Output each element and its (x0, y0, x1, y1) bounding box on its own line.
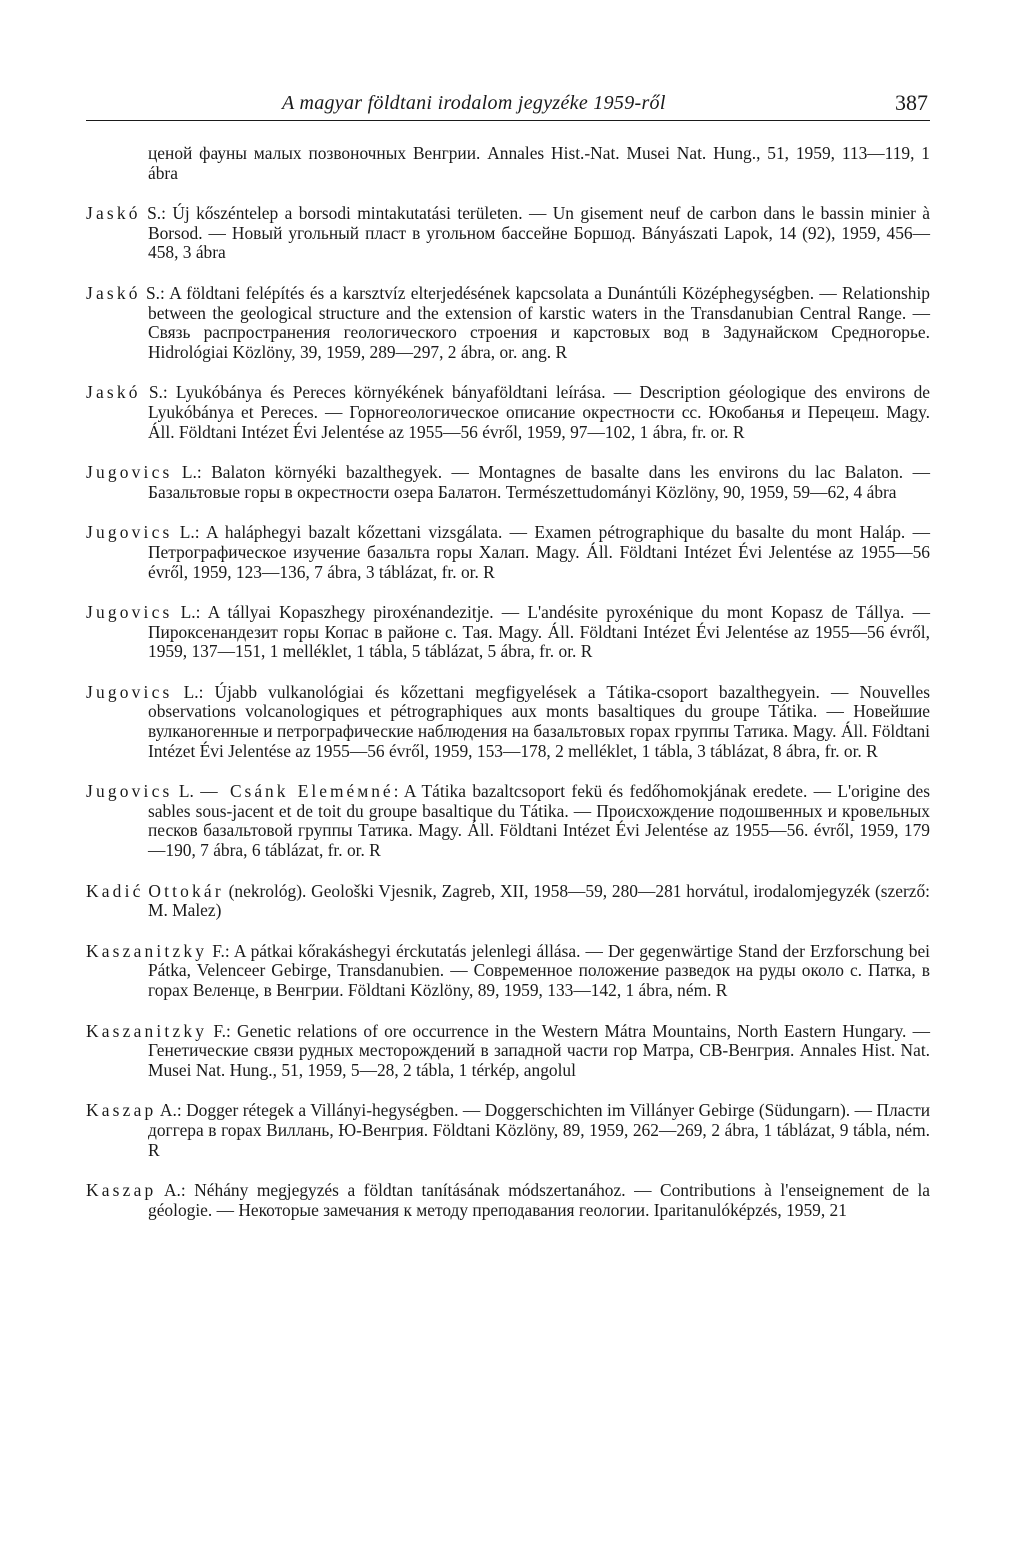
entry-text: : A pátkai kőrakáshegyi érckutatás jelenlegi állása. — Der gegenwärtige Stand der Erzforschung bei Pátka, Velenceer Gebirge, Transdanubien. — Современное положение разведок на руды около с. Патка, в горах Веленце, в Венгрии. Földtani Közlöny, 89, 1959, 133—142, 1 ábra, ném. R (148, 940, 930, 1000)
entry-author: Jaskó (86, 203, 141, 224)
bibliography-entry (86, 1101, 930, 1160)
entry-initial: A. (159, 1100, 177, 1121)
bibliography-entry (86, 683, 930, 761)
entry-initial: L. (181, 462, 197, 483)
bibliography-list (86, 144, 930, 1241)
bibliography-entry (86, 603, 930, 662)
running-header (86, 86, 930, 121)
entry-text: : Genetic relations of ore occurrence in the Western Mátra Mountains, North Eastern Hungary. — Генетические связи рудных месторождений в западной части гор Матра, СВ-Венгрия. Annales Hist. Nat. Musei Nat. Hung., 51, 1959, 5—28, 2 tábla, 1 térkép, angolul (148, 1020, 930, 1080)
entry-initial: Ottokár (148, 880, 224, 901)
bibliography-entry (86, 882, 930, 921)
entry-author: Kaszanitzky (86, 940, 208, 961)
entry-author: Jaskó (86, 282, 141, 303)
bibliography-entry (86, 782, 930, 860)
bibliography-entry (86, 1022, 930, 1081)
running-title: A magyar földtani irodalom jegyzéke 1959-ről (282, 92, 666, 114)
entry-text: : A tállyai Kopaszhegy piroxénandezitje. — L'andésite pyroxénique du mont Kopasz de Tállya. — Пироксенандезит горы Копас в районе с. Тая. Magy. Áll. Földtani Intézet Évi Jelentése az 1955—56 évről, 1959, 137—151, 1 melléklet, 1 tábla, 5 táblázat, 5 ábra, fr. or. R (148, 602, 930, 662)
entry-text: : Néhány megjegyzés a földtan tanításának módszertanához. — Contributions à l'enseignement de la géologie. — Некоторые замечания к методу преподавания геологии. Iparitanulóképzés, 1959, 21 (148, 1180, 930, 1220)
entry-initial: S. (148, 382, 163, 403)
entry-initial: F. (212, 940, 225, 961)
bibliography-entry (86, 284, 930, 362)
entry-text: : Balaton környéki bazalthegyek. — Montagnes de basalte dans les environs du lac Balaton. — Базальтовые горы в окрестности озера Балатон. Természettudományi Közlöny, 90, 1959, 59—62, 4 ábra (148, 462, 930, 502)
entry-author: Kaszanitzky (86, 1020, 208, 1041)
entry-text: : Újabb vulkanológiai és kőzettani megfigyelések a Tátika-csoport bazalthegyein. — Nouvelles observations volcanologiques et pétrographiques aux monts basaltiques du groupe Tátika. — Новейшие вулканогенные и петрографические наблюдения на базальтовых горах группы Татика. Magy. Áll. Földtani Intézet Évi Jelentése az 1955—56 évről, 1959, 153—178, 2 melléklet, 1 tábla, 3 táblázat, 8 ábra, fr. or. R (148, 681, 930, 761)
entry-author: Kaszap (86, 1100, 157, 1121)
entry-author: Jugovics (86, 462, 173, 483)
entry-text: (nekrológ). Geološki Vjesnik, Zagreb, XII, 1958—59, 280—281 horvátul, irodalomjegyzék (szerző: M. Malez) (148, 880, 930, 921)
entry-text: : Új kőszéntelep a borsodi mintakutatási területen. — Un gisement neuf de carbon dans le bassin minier à Borsod. — Новый угольный пласт в угольном бассейне Боршод. Bányászati Lapok, 14 (92), 1959, 456—458, 3 ábra (148, 203, 930, 263)
bibliography-entry (86, 523, 930, 582)
entry-initial: L. (178, 781, 194, 802)
bibliography-entry (86, 1181, 930, 1220)
bibliography-entry (86, 463, 930, 502)
entry-initial: L. (183, 681, 199, 702)
page-number: 387 (895, 90, 928, 115)
entry-text: : A Tátika bazaltcsoport fekü és fedőhomokjának eredete. — L'origine des sables sous-jacent et de toit du groupe basaltique du Tátika. — Происхождение подошвенных и кровельных песков базальтовой группы Татика. Magy. Áll. Földtani Intézet Évi Jelentése az 1955—56. évről, 1959, 179—190, 7 ábra, 6 táblázat, fr. or. R (148, 781, 930, 861)
entry-initial: L. (180, 602, 196, 623)
entry-author: Jugovics (86, 602, 173, 623)
bibliography-entry-continued (86, 144, 930, 183)
entry-author: Jugovics (86, 522, 173, 543)
entry-coauthor: — Csánk Eleméмné (200, 781, 394, 802)
bibliography-entry (86, 383, 930, 442)
entry-author: Jaskó (86, 382, 141, 403)
entry-text: : A haláphegyi bazalt kőzettani vizsgálata. — Examen pétrographique du basalte du mont Haláp. — Петрографическое изучение базальта горы Халап. Magy. Áll. Földtani Intézet Évi Jelentése az 1955—56 évről, 1959, 123—136, 7 ábra, 3 táblázat, fr. or. R (148, 522, 930, 582)
entry-initial: A. (163, 1180, 181, 1201)
entry-text: : Dogger rétegek a Villányi-hegységben. — Doggerschichten im Villányer Gebirge (Südungarn). — Пласти доггера в горах Виллань, Ю-Венгрия. Földtani Közlöny, 89, 1959, 262—269, 2 ábra, 1 táblázat, 9 tábla, ném. R (148, 1100, 931, 1160)
entry-initial: L. (179, 522, 195, 543)
entry-initial: S. (146, 282, 161, 303)
entry-author: Kaszap (86, 1180, 157, 1201)
entry-initial: S. (147, 203, 162, 224)
bibliography-entry (86, 204, 930, 263)
entry-text: : Lyukóbánya és Pereces környékének bányaföldtani leírása. — Description géologique des environs de Lyukóbánya et Pereces. — Горногеологическое описание окрестности сс. Юкобанья и Перецеш. Magy. Áll. Földtani Intézet Évi Jelentése az 1955—56 évről, 1959, 97—102, 1 ábra, fr. or. R (148, 382, 930, 442)
bibliography-entry (86, 942, 930, 1001)
entry-author: Kadić (86, 880, 144, 901)
entry-author: Jugovics (86, 681, 173, 702)
entry-author: Jugovics (86, 781, 173, 802)
entry-text: ценой фауны малых позвоночных Венгрии. Annales Hist.-Nat. Musei Nat. Hung., 51, 1959, 113—119, 1 ábra (148, 143, 930, 183)
entry-initial: F. (213, 1020, 226, 1041)
entry-text: : A földtani felépítés és a karsztvíz elterjedésének kapcsolata a Dunántúli Középhegységben. — Relationship between the geological structure and the extension of karstic waters in the Transdanubian Central Range. — Связь распространения геологического строения и карстовых вод в Задунайском Средногорье. Hidrológiai Közlöny, 39, 1959, 289—297, 2 ábra, or. ang. R (148, 282, 930, 362)
